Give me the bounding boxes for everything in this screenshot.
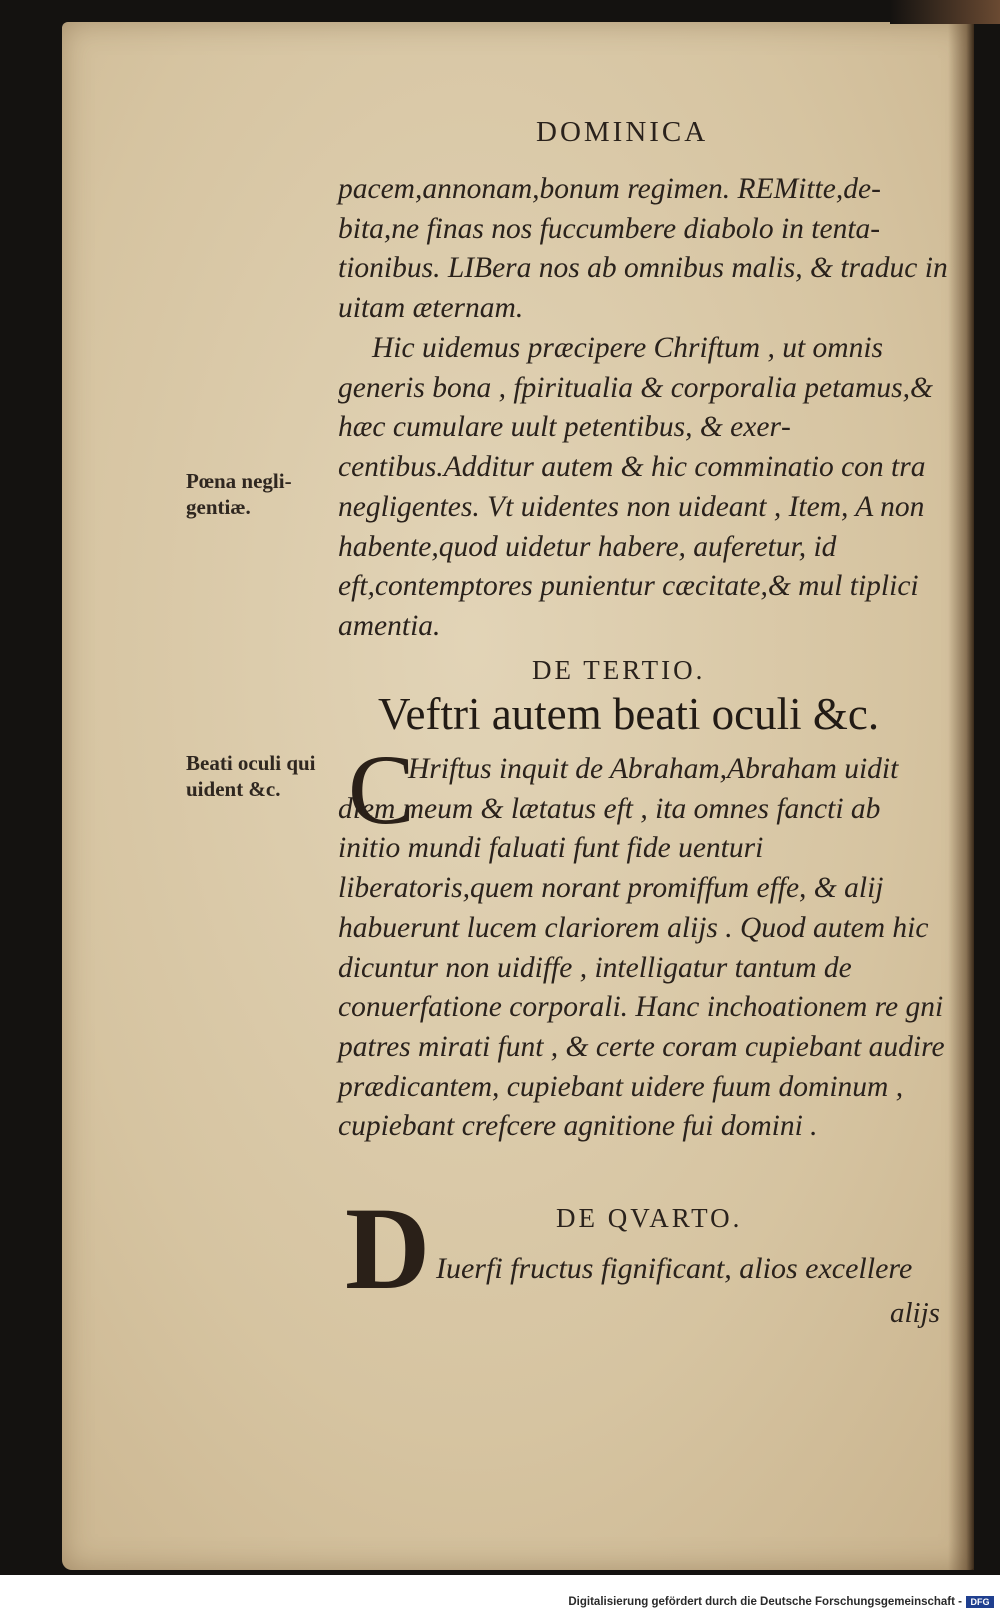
paragraph-2: Hic uidemus præcipere Chriftum , ut omnis generis bona , fpiritualia & corporalia petamus,& hæc cumulare uult petentibus, & exercentibus.Additur autem & hic comminatio con tra negligentes. Vt uidentes non uideant , Item, A non habente,quod uidetur habere, auferetur, id eft,contemptores punientur cæcitate,& mul tiplici amentia. xyxy=(338,332,933,642)
decorated-initial-d: D xyxy=(345,1183,431,1314)
dfg-logo-icon: DFG xyxy=(966,1596,994,1608)
section-title-tertio: Veftri autem beati oculi &c. xyxy=(378,689,880,739)
paragraph-3: Hriftus inquit de Abraham,Abraham uidit diem meum & lætatus eft , ita omnes fancti ab initio mundi faluati funt fide uenturi liberatoris,quem norant promiffum effe, & alij habuerunt lucem clariorem alijs . Quod autem hic dicuntur non uidiffe , intelligatur tantum de conuerfatione corporali. Hanc inchoationem re gni patres mirati funt , & certe coram cupiebant audire prædicantem, cupiebant uidere fuum dominum , cupiebant crefcere agnitione fui domini . xyxy=(338,753,945,1143)
decorated-initial-c: C xyxy=(348,734,415,845)
footer-bar xyxy=(0,1575,1000,1615)
section-heading-quarto: DE QVARTO. xyxy=(556,1203,743,1233)
paragraph-1: pacem,annonam,bonum regimen. REMitte,debita,ne finas nos fuccumbere diabolo in tentationibus. LIBera nos ab omnibus malis, & traduc in uitam æternam. xyxy=(338,173,948,325)
marginal-note-2: Beati oculi qui uident &c. xyxy=(186,751,316,801)
marginal-note-1: Pœna negligentiæ. xyxy=(186,469,292,519)
page-edge-shadow xyxy=(948,22,974,1570)
section-heading-tertio: DE TERTIO. xyxy=(532,655,706,685)
running-head: DOMINICA xyxy=(536,116,709,148)
footer-credit: Digitalisierung gefördert durch die Deutsche Forschungsgemeinschaft - xyxy=(568,1596,962,1608)
paragraph-4-line: Iuerfi fructus fignificant, alios excellere xyxy=(436,1252,913,1285)
catchword: alijs xyxy=(890,1297,940,1329)
page-corner-damage xyxy=(890,0,1000,24)
